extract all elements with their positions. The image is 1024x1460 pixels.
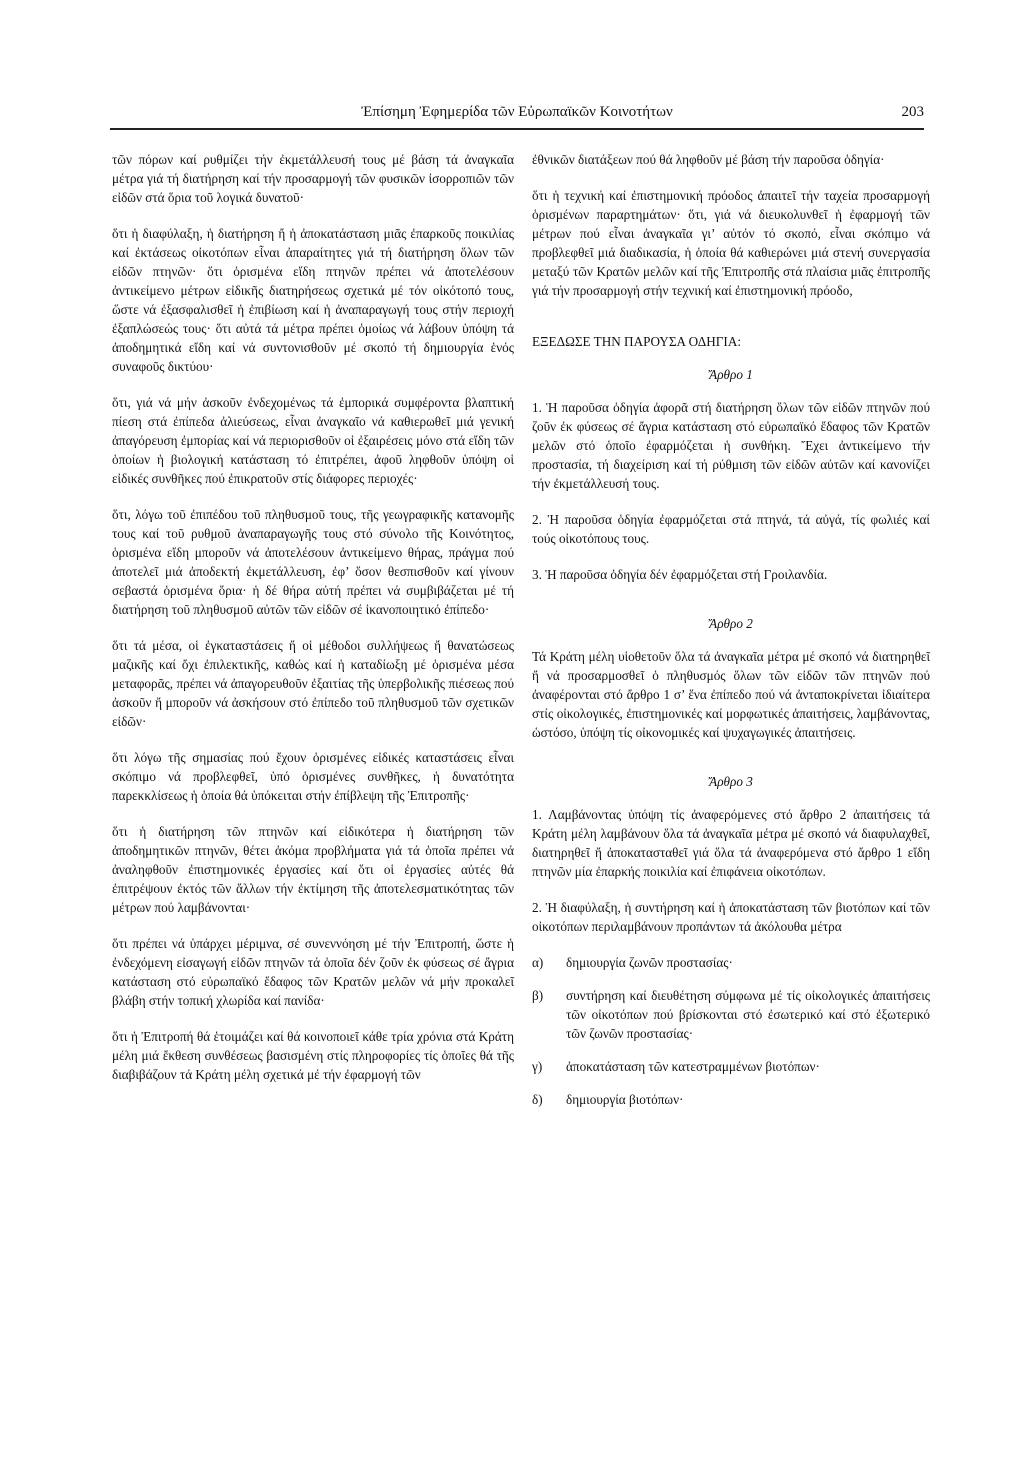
recital-paragraph: ὅτι ἡ τεχνική καί ἐπιστημονική πρόοδος ἀπαιτεῖ τήν ταχεία προσαρμογή ὁρισμένων παραρτημάτων· ὅτι, γιά νά διευκολυνθεῖ ἡ ἐφαρμογή τῶν μέτρων πού εἶναι ἀναγκαῖα γι’ αὐτόν τό σκοπό, εἶναι σκόπιμο νά προβλεφθεῖ μιά διαδικασία, ἡ ὁποία θά καθιερώνει μιά στενή συνεργασία μεταξύ τῶν Κρατῶν μελῶν καί τῆς Ἐπιτροπῆς στά πλαίσια μιᾶς ἐπιτροπῆς γιά τήν προσαρμογή στήν τεχνική καί ἐπιστημονική πρόοδο, (532, 188, 930, 298)
list-item (532, 1057, 930, 1076)
list-item (532, 986, 930, 1043)
list-text: συντήρηση καί διευθέτηση σύμφωνα μέ τίς οἰκολογικές ἀπαιτήσεις τῶν οἰκοτόπων πού βρίσκονται στό ἐσωτερικό καί στό ἐξωτερικό τῶν ζωνῶν προστασίας· (566, 988, 930, 1041)
article-3-paragraph: 2. Ἡ διαφύλαξη, ἡ συντήρηση καί ἡ ἀποκατάσταση τῶν βιοτόπων καί τῶν οἰκοτόπων περιλαμβάνουν προπάντων τά ἀκόλουθα μέτρα (532, 900, 930, 934)
left-column (112, 150, 514, 1101)
recital-paragraph: ὅτι ἡ Ἐπιτροπή θά ἑτοιμάζει καί θά κοινοποιεῖ κάθε τρία χρόνια στά Κράτη μέλη μιά ἔκθεση συνθέσεως βασισμένη στίς πληροφορίες τίς ὁποῖες θά τῆς διαβιβάζουν τά Κράτη μέλη σχετικά μέ τήν ἐφαρμογή τῶν (112, 1029, 514, 1082)
list-marker: α) (532, 955, 544, 970)
list-text: ἀποκατάσταση τῶν κατεστραμμένων βιοτόπων· (566, 1059, 820, 1074)
article-1-title: Ἄρθρο 1 (709, 367, 753, 382)
recital-paragraph: ὅτι, γιά νά μήν ἀσκοῦν ἐνδεχομένως τά ἐμπορικά συμφέροντα βλαπτική πίεση στά ἐπίπεδα ἀλιεύσεως, εἶναι ἀναγκαῖο νά καθιερωθεῖ μιά γενική ἀπαγόρευση ἐμπορίας καί νά περιορισθοῦν οἱ ἐξαιρέσεις μόνο στά εἴδη τῶν ὁποίων ἡ βιολογική κατάσταση τό ἐπιτρέπει, ἀφοῦ ληφθοῦν ὑπόψη οἱ εἰδικές συνθῆκες πού ἐπικρατοῦν στίς διάφορες περιοχές· (112, 395, 514, 486)
header-rule (110, 128, 924, 130)
measures-list (532, 953, 930, 1109)
recital-paragraph: ὅτι ἡ διαφύλαξη, ἡ διατήρηση ἤ ἡ ἀποκατάσταση μιᾶς ἐπαρκοῦς ποικιλίας καί ἐκτάσεως οἰκοτόπων εἶναι ἀπαραίτητες γιά τή διατήρηση ὅλων τῶν εἰδῶν πτηνῶν· ὅτι ὁρισμένα εἴδη πτηνῶν πρέπει νά ἀποτελέσουν ἀντικείμενο μέτρων εἰδικῆς διατηρήσεως σχετικά μέ τόν οἰκότοπό τους, ὥστε νά ἐξασφαλισθεῖ ἡ ἐπιβίωση καί ἡ ἀναπαραγωγή τους στήν περιοχή ἐξαπλώσεώς τους· ὅτι αὐτά τά μέτρα πρέπει ὁμοίως νά λάβουν ὑπόψη τά ἀποδημητικά εἴδη καί νά συντονισθοῦν μέ σκοπό τή δημιουργία ἑνός συναφοῦς δικτύου· (112, 226, 514, 374)
list-item (532, 1090, 930, 1109)
list-marker: δ) (532, 1092, 543, 1107)
recital-paragraph: ὅτι, λόγω τοῦ ἐπιπέδου τοῦ πληθυσμοῦ τους, τῆς γεωγραφικῆς κατανομῆς τους καί τοῦ ρυθμοῦ ἀναπαραγωγῆς τους στό σύνολο τῆς Κοινότητος, ὁρισμένα εἴδη μποροῦν νά ἀποτελέσουν ἀντικείμενο θήρας, πράγμα πού ἀποτελεῖ μιά ἀποδεκτή ἐκμετάλλευση, ἐφ’ ὅσον θεσπισθοῦν καί γίνουν σεβαστά ὁρισμένα ὅρια· ἡ δέ θήρα αὐτή πρέπει νά συμβιβάζεται μέ τή διατήρηση τοῦ πληθυσμοῦ αὐτῶν τῶν εἰδῶν σέ ἱκανοποιητικό ἐπίπεδο· (112, 507, 514, 617)
article-1-paragraph: 2. Ἡ παροῦσα ὁδηγία ἐφαρμόζεται στά πτηνά, τά αὐγά, τίς φωλιές καί τούς οἰκοτόπους τους. (532, 512, 930, 546)
list-text: δημιουργία ζωνῶν προστασίας· (566, 955, 733, 970)
list-item (532, 953, 930, 972)
article-2-paragraph: Τά Κράτη μέλη υἱοθετοῦν ὅλα τά ἀναγκαῖα μέτρα μέ σκοπό νά διατηρηθεῖ ἤ νά προσαρμοσθεῖ ὁ πληθυσμός ὅλων τῶν εἰδῶν τῶν πτηνῶν πού ἀναφέρονται στό ἄρθρο 1 σ’ ἕνα ἐπίπεδο πού νά ἀνταποκρίνεται ἰδιαίτερα στίς οἰκολογικές, ἐπιστημονικές καί μορφωτικές ἀπαιτήσεις, λαμβάνοντας, ὡστόσο, ὑπόψη τίς οἰκονομικές καί ψυχαγωγικές ἀπαιτήσεις. (532, 649, 930, 740)
article-2-title: Ἄρθρο 2 (709, 616, 753, 631)
recital-paragraph: ὅτι πρέπει νά ὑπάρχει μέριμνα, σέ συνεννόηση μέ τήν Ἐπιτροπή, ὥστε ἡ ἐνδεχόμενη εἰσαγωγή εἰδῶν πτηνῶν τά ὁποῖα δέν ζοῦν ἐκ φύσεως σέ ἄγρια κατάσταση στό εὐρωπαϊκό ἔδαφος τῶν Κρατῶν μελῶν νά μήν προκαλεῖ βλάβη στήν τοπική χλωρίδα καί πανίδα· (112, 936, 514, 1008)
recital-paragraph: ὅτι τά μέσα, οἱ ἐγκαταστάσεις ἤ οἱ μέθοδοι συλλήψεως ἤ θανατώσεως μαζικῆς καί ὄχι ἐπιλεκτικῆς, καθώς καί ἡ καταδίωξη μέ ὁρισμένα μέσα μεταφορᾶς, πρέπει νά ἀπαγορευθοῦν ἐξαιτίας τῆς ὑπερβολικῆς πιέσεως πού ἀσκοῦν ἤ μποροῦν νά ἀσκήσουν στό ἐπίπεδο τοῦ πληθυσμοῦ τῶν σχετικῶν εἰδῶν· (112, 638, 514, 729)
list-marker: β) (532, 988, 544, 1003)
recital-paragraph: ὅτι λόγω τῆς σημασίας πού ἔχουν ὁρισμένες εἰδικές καταστάσεις εἶναι σκόπιμο νά προβλεφθεῖ, ὑπό ὁρισμένες συνθῆκες, ἡ δυνατότητα παρεκκλίσεως ἡ ὁποία θά ὑπόκειται στήν ἐπίβλεψη τῆς Ἐπιτροπῆς· (112, 750, 514, 803)
list-marker: γ) (532, 1059, 543, 1074)
recital-paragraph: ἐθνικῶν διατάξεων πού θά ληφθοῦν μέ βάση τήν παροῦσα ὁδηγία· (532, 152, 885, 167)
article-1-paragraph: 3. Ἡ παροῦσα ὁδηγία δέν ἐφαρμόζεται στή Γροιλανδία. (532, 567, 828, 582)
page-number: 203 (901, 104, 924, 120)
article-1-paragraph: 1. Ἡ παροῦσα ὁδηγία ἀφορᾶ στή διατήρηση ὅλων τῶν εἰδῶν πτηνῶν πού ζοῦν ἐκ φύσεως σέ ἄγρια κατάσταση στό εὐρωπαϊκό ἔδαφος τῶν Κρατῶν μελῶν στό ὁποῖο ἐφαρμόζεται ἡ συνθήκη. Ἔχει ἀντικείμενο τήν προστασία, τή διαχείριση καί τή ρύθμιση τῶν εἰδῶν αὐτῶν καί κανονίζει τήν ἐκμετάλλευσή τους. (532, 400, 930, 491)
article-3-title: Ἄρθρο 3 (709, 774, 753, 789)
right-column (532, 150, 930, 1123)
recital-paragraph: ὅτι ἡ διατήρηση τῶν πτηνῶν καί εἰδικότερα ἡ διατήρηση τῶν ἀποδημητικῶν πτηνῶν, θέτει ἀκόμα προβλήματα γιά τά ὁποῖα πρέπει νά ἀναληφθοῦν ἐπιστημονικές ἐργασίες καί ὅτι οἱ ἐργασίες αὐτές θά ἐπιτρέψουν ἐκτός τῶν ἄλλων τήν ἐκτίμηση τῆς ἀποτελεσματικότητας τῶν μέτρων πού λαμβάνονται· (112, 824, 514, 915)
list-text: δημιουργία βιοτόπων· (566, 1092, 684, 1107)
enacting-formula: ΕΞΕΔΩΣΕ ΤΗΝ ΠΑΡΟΥΣΑ ΟΔΗΓΙΑ: (532, 334, 742, 349)
journal-title: Ἐπίσημη Ἐφημερίδα τῶν Εὐρωπαϊκῶν Κοινοτήτων (361, 104, 673, 120)
article-3-paragraph: 1. Λαμβάνοντας ὑπόψη τίς ἀναφερόμενες στό ἄρθρο 2 ἀπαιτήσεις τά Κράτη μέλη λαμβάνουν ὅλα τά ἀναγκαῖα μέτρα μέ σκοπό νά διαφυλαχθεῖ, διατηρηθεῖ ἤ ἀποκατασταθεῖ γιά ὅλα τά ἀναφερόμενα στό ἄρθρο 1 εἴδη πτηνῶν μία ἐπαρκής ποικιλία καί ἐπιφάνεια οἰκοτόπων. (532, 807, 930, 879)
running-header (110, 104, 924, 128)
recital-paragraph: τῶν πόρων καί ρυθμίζει τήν ἐκμετάλλευσή τους μέ βάση τά ἀναγκαῖα μέτρα γιά τή διατήρηση καί τήν προσαρμογή τῶν φυσικῶν ἰσορροπιῶν τῶν εἰδῶν στά ὅρια τοῦ λογικά δυνατοῦ· (112, 152, 514, 205)
